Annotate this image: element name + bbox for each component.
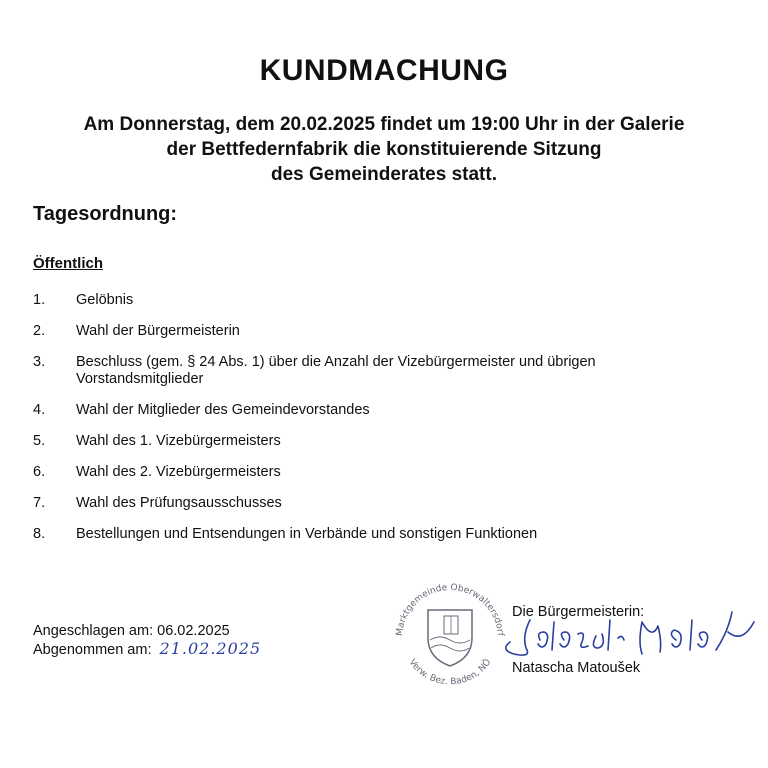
posted-label: Angeschlagen am: <box>33 623 154 639</box>
intro-line-2: der Bettfedernfabrik die konstituierende Sitzung <box>166 139 602 160</box>
agenda-item-text: Beschluss (gem. § 24 Abs. 1) über die Anzahl der Vizebürgermeister und übrigen Vorstandsmitglieder <box>76 354 596 387</box>
intro-line-1: Am Donnerstag, dem 20.02.2025 findet um 19:00 Uhr in der Galerie <box>83 114 685 135</box>
svg-text:Verw. Bez. Baden, NÖ: Verw. Bez. Baden, NÖ <box>406 657 494 688</box>
svg-text:Marktgemeinde Oberwaltersdorf: Marktgemeinde Oberwaltersdorf <box>394 582 505 637</box>
agenda-item-number: 8. <box>33 526 46 542</box>
page-title: KUNDMACHUNG <box>259 54 509 87</box>
posted-row <box>33 622 261 640</box>
section-heading-public: Öffentlich <box>33 255 103 272</box>
removed-row <box>33 640 261 659</box>
agenda-item <box>33 354 733 388</box>
agenda-item-text: Wahl des Prüfungsausschusses <box>76 495 282 511</box>
agenda-item-number: 4. <box>33 402 46 418</box>
agenda-item <box>33 464 733 481</box>
posting-dates <box>33 622 261 659</box>
agenda-item-number: 7. <box>33 495 46 511</box>
posted-date: 06.02.2025 <box>157 623 230 639</box>
signature-name: Natascha Matoušek <box>512 660 641 676</box>
agenda-item <box>33 495 733 512</box>
agenda-item-number: 1. <box>33 292 46 308</box>
agenda-item-text: Wahl des 2. Vizebürgermeisters <box>76 464 281 480</box>
agenda-item-number: 5. <box>33 433 46 449</box>
removed-date-handwritten: 21.02.2025 <box>159 639 262 658</box>
agenda-item-number: 3. <box>33 354 46 370</box>
agenda-item-text: Gelöbnis <box>76 292 134 308</box>
agenda-item <box>33 323 733 340</box>
agenda-item <box>33 402 733 419</box>
agenda-item-text: Bestellungen und Entsendungen in Verbände und sonstigen Funktionen <box>76 526 538 542</box>
agenda-item-number: 2. <box>33 323 46 339</box>
removed-label: Abgenommen am: <box>33 642 152 658</box>
announcement-intro <box>0 112 768 187</box>
agenda-item-number: 6. <box>33 464 46 480</box>
agenda-item <box>33 292 733 309</box>
agenda-item-text: Wahl des 1. Vizebürgermeisters <box>76 433 281 449</box>
agenda-item <box>33 433 733 450</box>
agenda-item <box>33 526 733 543</box>
agenda-item-text: Wahl der Bürgermeisterin <box>76 323 240 339</box>
intro-line-3: des Gemeinderates statt. <box>271 164 497 185</box>
agenda-heading: Tagesordnung: <box>33 203 178 225</box>
agenda-item-text: Wahl der Mitglieder des Gemeindevorstandes <box>76 402 370 418</box>
signature-role: Die Bürgermeisterin: <box>512 604 645 620</box>
agenda-list <box>33 292 733 557</box>
